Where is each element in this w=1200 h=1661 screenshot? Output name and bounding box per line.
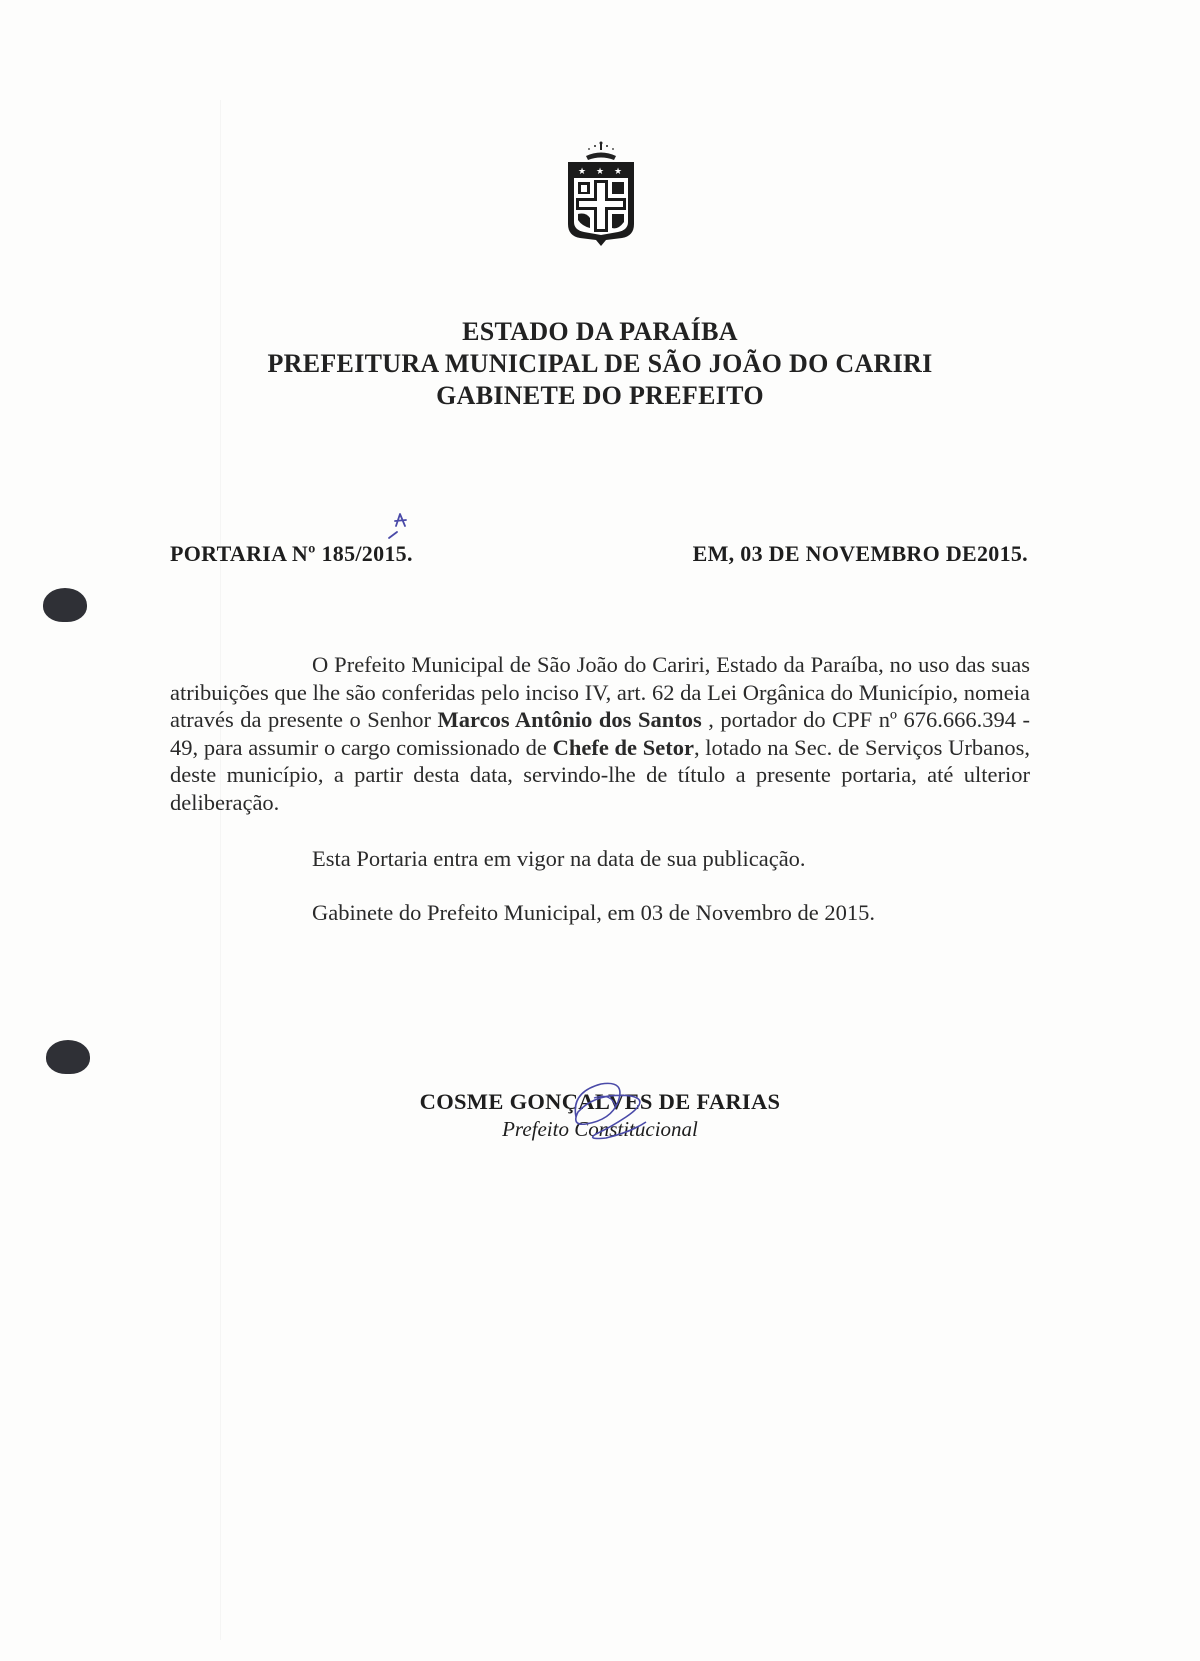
document-header [0,316,1200,412]
appointee-name: Marcos Antônio dos Santos [437,707,702,732]
svg-text:★: ★ [578,167,587,177]
signatory-name: COSME GONÇALVES DE FARIAS [419,1089,781,1114]
header-office: GABINETE DO PREFEITO [436,381,764,410]
handwritten-signature-icon [556,1062,666,1152]
paragraph-text-1: O Prefeito Municipal de São João do Cariri, Estado da Paraíba, no uso das suas atribuições que lhe são conferidas pelo inciso IV, art. 62 da Lei Orgânica do Município, nomeia através da presente o Senhor [170,652,1030,732]
coat-of-arms-icon [556,140,646,252]
svg-text:★: ★ [596,167,605,177]
effective-clause: Esta Portaria entra em vigor na data de sua publicação. [312,846,806,871]
portaria-date: EM, 03 DE NOVEMBRO DE2015. [692,541,1028,566]
handwritten-mark-icon [387,512,413,540]
signatory-title: Prefeito Constitucional [502,1117,698,1141]
portaria-number: PORTARIA Nº 185/2015. [170,541,413,566]
appointed-role: Chefe de Setor [552,734,694,760]
svg-text:★: ★ [614,167,623,177]
decree-paragraph [170,651,1030,816]
header-municipality: PREFEITURA MUNICIPAL DE SÃO JOÃO DO CARIRI [267,349,933,378]
header-state: ESTADO DA PARAÍBA [462,317,738,346]
closing-line: Gabinete do Prefeito Municipal, em 03 de Novembro de 2015. [312,900,875,925]
punch-hole [43,588,87,622]
punch-hole [46,1040,90,1074]
paragraph-text-3: , lotado na Sec. de Serviços Urbanos, deste município, a partir desta data, servindo-lhe de título a presente portaria, até ulterior deliberação. [170,734,1030,815]
paragraph-text-2: , portador do CPF nº 676.666.394 - 49, para assumir o cargo comissionado de [170,707,1030,760]
